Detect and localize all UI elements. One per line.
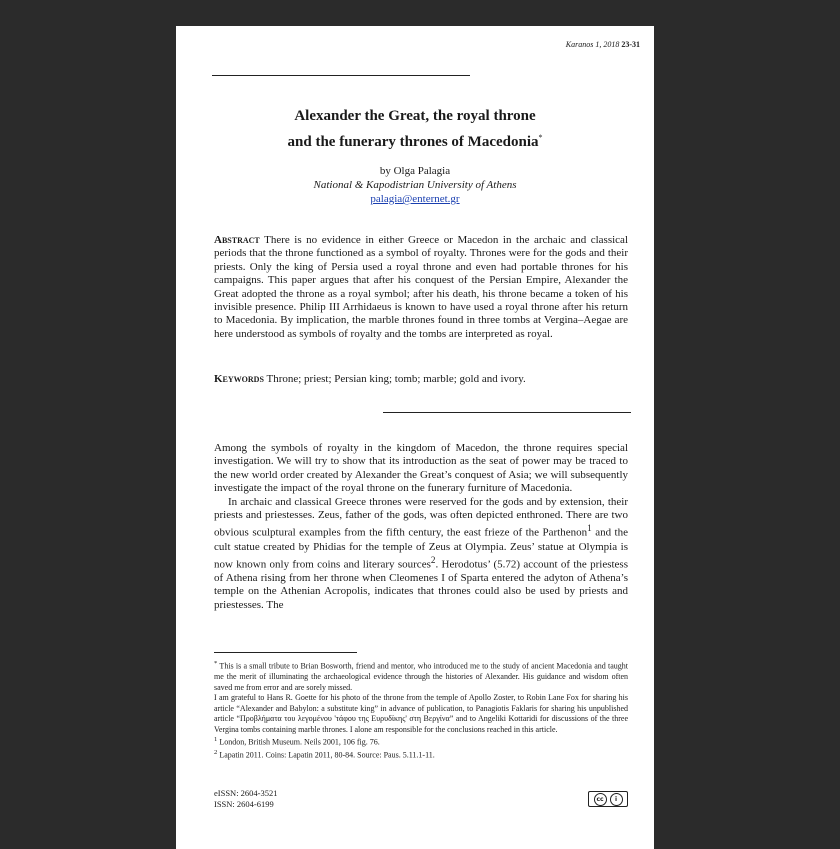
title-line-2: and the funerary thrones of Macedonia xyxy=(287,134,539,150)
page-range: 23-31 xyxy=(621,40,640,49)
footnote-ref-2: 2 xyxy=(430,554,436,565)
author-block xyxy=(176,164,654,206)
body-text xyxy=(214,442,628,612)
journal-name: Karanos xyxy=(565,40,594,49)
issn-footer xyxy=(214,788,278,810)
running-head xyxy=(566,40,640,49)
body-paragraph-2: In archaic and classical Greece thrones were reserved for the gods and by extension, their priests and priestesses. Zeus, father of the gods, was often depicted enthroned. There are two obvious sculptural examples from the fifth century, the east frieze of the Parthenon$^1$ and the cult statue created by Phidias for the temple of Zeus at Olympia. Zeus’ statue at Olympia is now known only from coins and literary sources$^2$. Herodotus’ (5.72) account of the priestess of Athena rising from her throne when Cleomenes I of Sparta entered the adyton of Athena’s temple on the Athenian Acropolis, indicates that thrones could also be used by priests and priestesses. The xyxy=(214,495,628,611)
volume-year: 1, 2018 xyxy=(595,40,620,49)
eissn: eISSN: 2604-3521 xyxy=(214,788,278,798)
footnote-divider xyxy=(214,652,357,653)
body-paragraph-1: Among the symbols of royalty in the kingdom of Macedon, the throne requires special investigation. We will try to show that its introduction as the seat of power may be traced to the new world order created by Alexander the Great’s conquest of Asia; we will subsequently investigate the impact of the royal throne on the funerary furniture of Macedonia. xyxy=(214,442,628,495)
footnote-2: $^2$ Lapatin 2011. Coins: Lapatin 2011, 80-84. Source: Paus. 5.11.1-11. xyxy=(214,749,435,760)
journal-page xyxy=(176,26,654,849)
article-title xyxy=(176,106,654,153)
keywords-label: Keywords xyxy=(214,373,264,385)
issn: ISSN: 2604-6199 xyxy=(214,799,274,809)
top-divider xyxy=(212,75,470,76)
cc-icon: cc xyxy=(594,793,607,806)
footnotes xyxy=(214,659,628,761)
footnote-ref-1: 1 xyxy=(587,523,592,534)
cc-license-badge[interactable] xyxy=(588,791,628,807)
title-footnote-mark: * xyxy=(538,133,543,142)
footnote-star: * This is a small tribute to Brian Bosworth, friend and mentor, who introduced me to the study of ancient Macedonia and taught me the merit of illuminating the archaeological evidence through the histories of Alexander. His guidance and wisdom often saved me from error and are sorely missed. xyxy=(214,660,628,692)
abstract-text: There is no evidence in either Greece or Macedon in the archaic and classical periods that the throne functioned as a symbol of royalty. Thrones were for the gods and their priests. Only the king of Persia used a royal throne and even had portable thrones for his campaigns. This paper argues that after his conquest of the Persian Empire, Alexander the Great adopted the throne as a royal symbol; after his death, his throne became a token of his invisible presence. Philip III Arrhidaeus is known to have used a royal throne after his return to Macedonia. By implication, the marble thrones found in three tombs at Vergina–Aegae are here understood as symbols of royalty and the tombs are interpreted as royal. xyxy=(214,234,628,340)
author-byline: by Olga Palagia xyxy=(379,165,451,177)
footnote-1: $^1$ London, British Museum. Neils 2001, 106 fig. 76. xyxy=(214,736,380,747)
author-affiliation: National & Kapodistrian University of Athens xyxy=(313,179,517,191)
author-email-link[interactable]: palagia@enternet.gr xyxy=(370,193,460,205)
acknowledgements: I am grateful to Hans R. Goette for his photo of the throne from the temple of Apollo Zoster, to Robin Lane Fox for sharing his article “Alexander and Babylon: a substitute king” in advance of publication, to Panagiotis Faklaris for sharing his unpublished article “Προβλήματα του λεγομένου 'τάφου της Ευρυδίκης' στη Βεργίνα” and to Angeliki Kottaridi for discussions of the three Vergina tombs containing marble thrones. I alone am responsible for the conclusions reached in this article. xyxy=(214,693,628,734)
attribution-icon: i xyxy=(610,793,623,806)
title-line-1: Alexander the Great, the royal throne xyxy=(294,108,536,124)
keywords xyxy=(214,373,628,386)
keywords-text: Throne; priest; Persian king; tomb; marble; gold and ivory. xyxy=(266,373,526,385)
abstract xyxy=(214,234,628,341)
abstract-label: Abstract xyxy=(214,234,260,246)
section-divider xyxy=(383,412,631,413)
